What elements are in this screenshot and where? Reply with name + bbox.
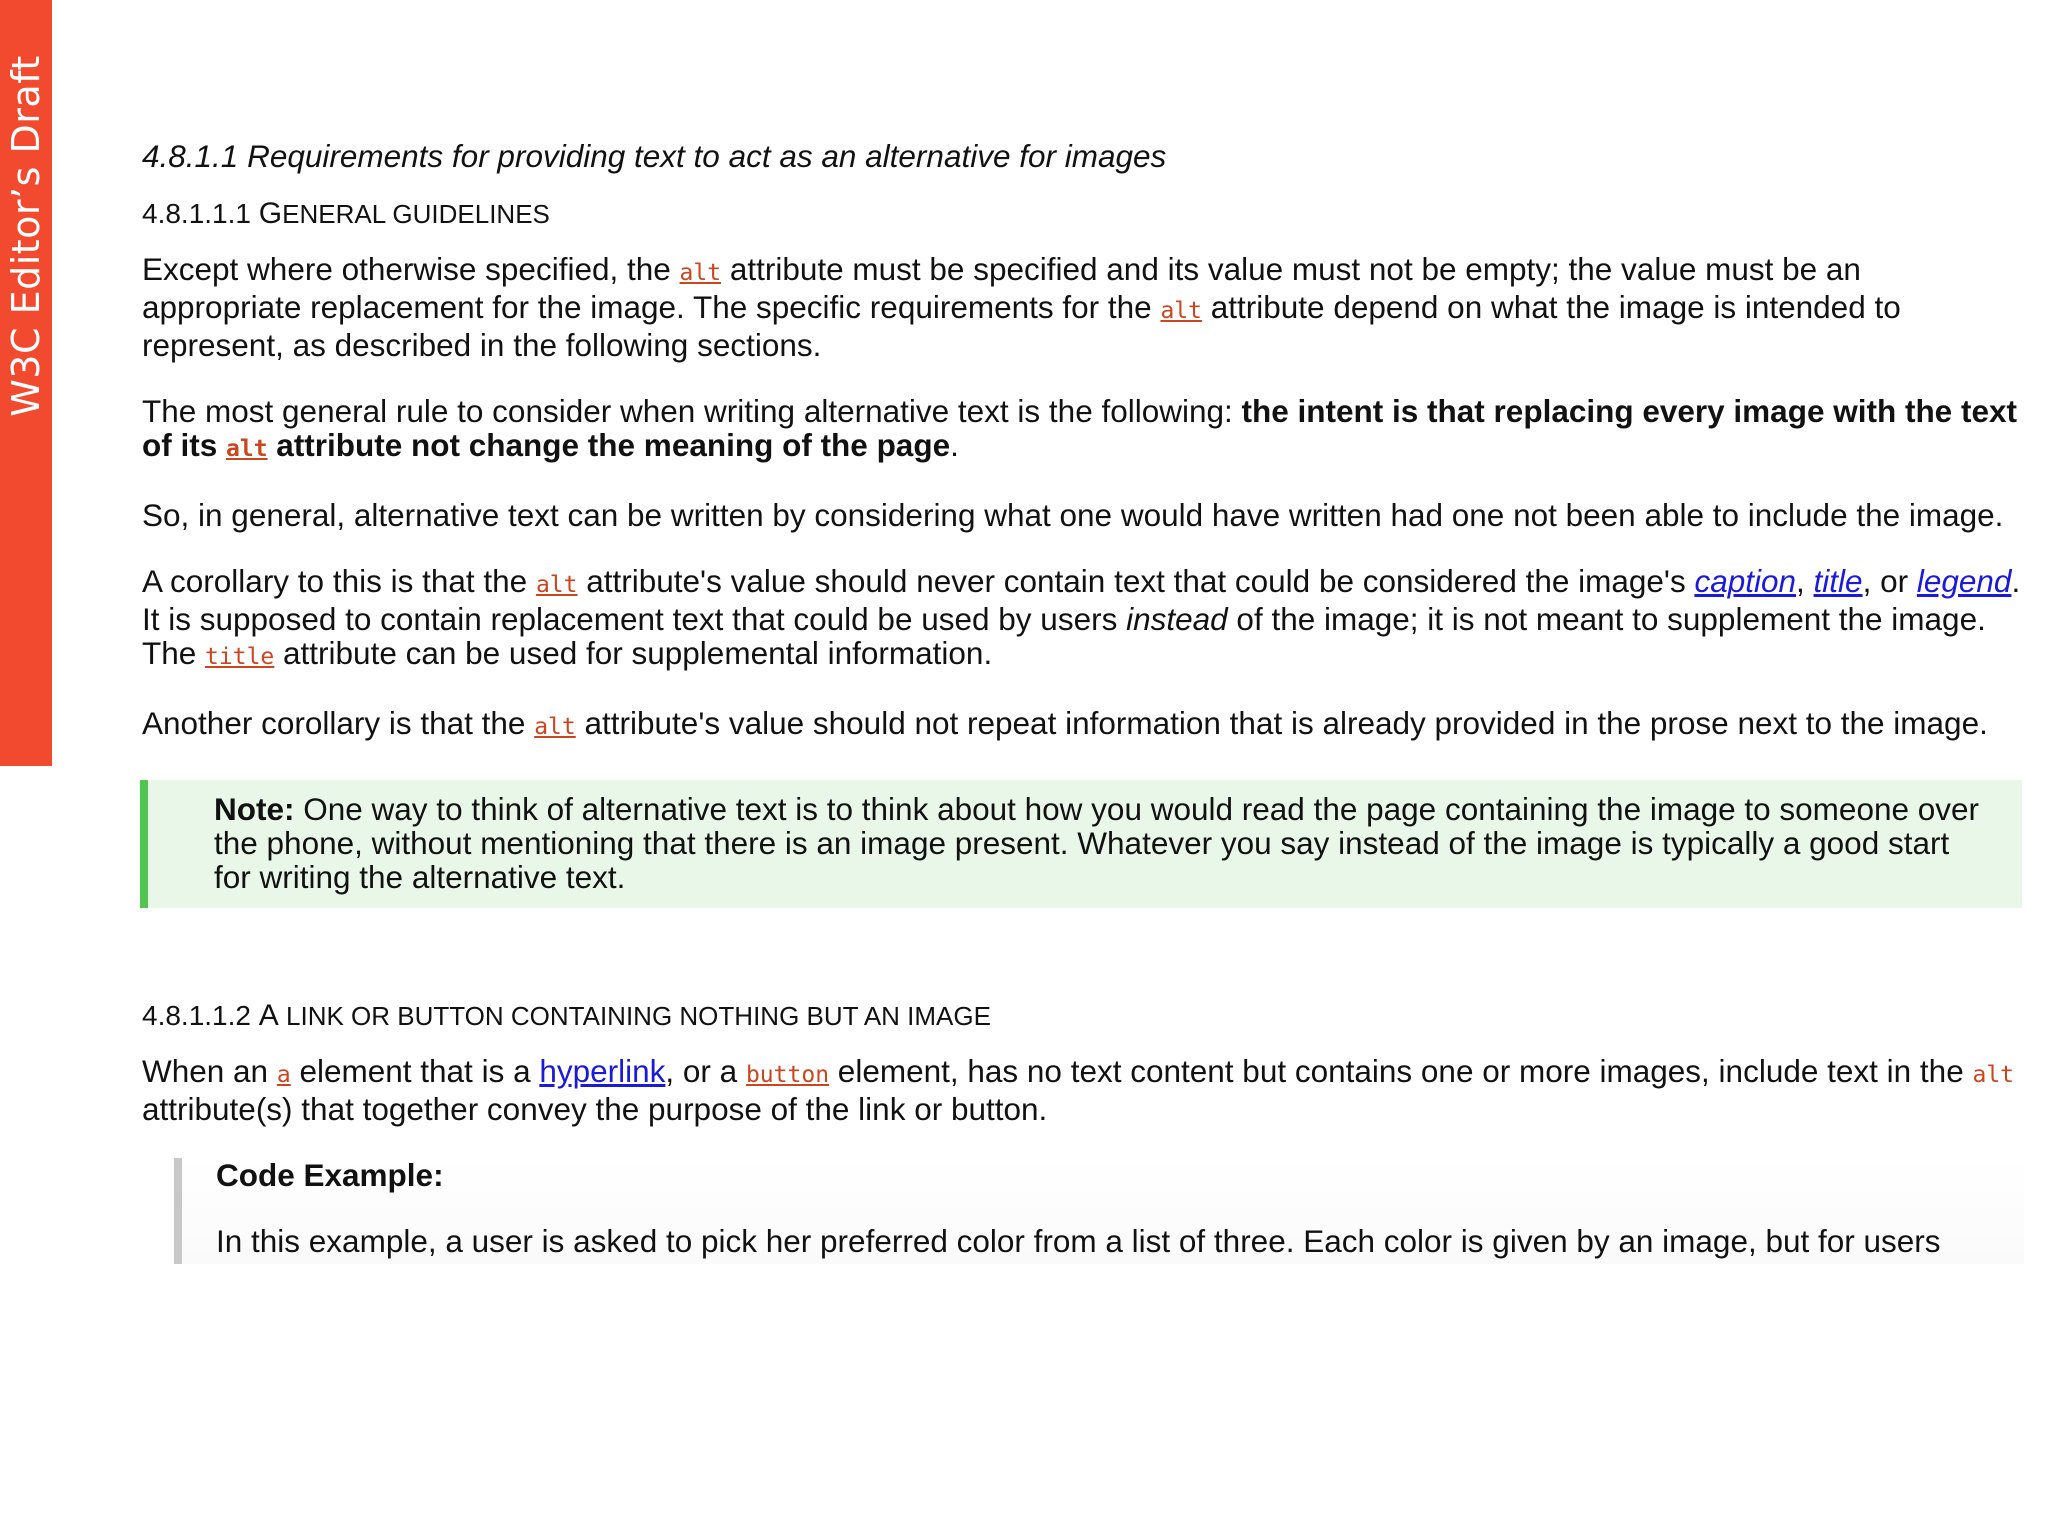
- spec-content: [142, 136, 2022, 1264]
- code-example-title: Code Example:: [216, 1158, 444, 1193]
- text-run: Except where otherwise specified, the: [142, 251, 680, 287]
- alt-attribute-link[interactable]: alt: [679, 260, 722, 286]
- text-run: A corollary to this is that the: [142, 563, 536, 599]
- note-paragraph: [214, 792, 1982, 894]
- text-run: attribute(s) that together convey the purpose of the link or button.: [142, 1091, 1048, 1127]
- heading-rest: ENERAL GUIDELINES: [282, 199, 550, 229]
- a-element-link[interactable]: a: [276, 1062, 291, 1088]
- text-run: When an: [142, 1053, 277, 1089]
- note-label: Note:: [214, 791, 295, 827]
- text-run: attribute's value should not repeat information that is already provided in the prose next to the image.: [575, 705, 1988, 741]
- text-run: attribute's value should never contain text that could be considered the image's: [577, 563, 1695, 599]
- alt-attribute-link[interactable]: alt: [535, 572, 578, 598]
- text-run: attribute must be specified and its value must not be empty; the value must be an appropriate replacement for the image. The specific requirements for the: [142, 251, 1861, 325]
- section-heading-general-guidelines: [142, 194, 2022, 234]
- text-run: of the image; it is not meant to supplement the image. The: [142, 601, 1986, 671]
- text-run: element, has no text content but contains one or more images, include text in the: [829, 1053, 1973, 1089]
- paragraph-in-general: [142, 498, 2022, 532]
- heading-initial: G: [258, 197, 283, 230]
- text-run: attribute depend on what the image is intended to represent, as described in the following sections.: [142, 289, 1901, 363]
- hyperlink-link[interactable]: hyperlink: [539, 1053, 666, 1089]
- text-run: element that is a: [290, 1053, 540, 1089]
- text-run: . It is supposed to contain replacement text that could be used by users: [142, 563, 2021, 637]
- alt-attribute-link[interactable]: alt: [226, 436, 268, 462]
- paragraph-corollary-prose: [142, 706, 2022, 744]
- text-run: the intent is that replacing every image with the text of its: [142, 393, 2017, 463]
- text-run: attribute not change the meaning of the page: [267, 427, 951, 463]
- alt-attribute-code: alt: [1972, 1062, 2015, 1088]
- title-attribute-link[interactable]: title: [205, 644, 275, 670]
- legend-link[interactable]: legend: [1916, 563, 2012, 599]
- emphasis-instead: instead: [1126, 601, 1228, 637]
- note-text: One way to think of alternative text is to think about how you would read the page containing the image to someone over the phone, without mentioning that there is an image present. Whatever you say instead of the image is typically a good start for writing the alternative text.: [214, 791, 1980, 895]
- text-run: attribute can be used for supplemental information.: [274, 635, 993, 671]
- alt-attribute-link[interactable]: alt: [1160, 298, 1202, 324]
- text-run: , or a: [665, 1053, 746, 1089]
- paragraph-general-rule: [142, 394, 2022, 466]
- text-run: Another corollary is that the: [142, 705, 535, 741]
- caption-link[interactable]: caption: [1694, 563, 1797, 599]
- code-example-text: In this example, a user is asked to pick her preferred color from a list of three. Each color is given by an image, but for users: [216, 1223, 1941, 1259]
- editors-draft-label: W3C Editor’s Draft: [4, 55, 48, 417]
- title-link[interactable]: title: [1813, 563, 1863, 599]
- section-heading-link-or-button: [142, 996, 2022, 1036]
- heading-initial: A: [258, 999, 279, 1032]
- paragraph-corollary-caption: [142, 564, 2022, 674]
- text-run: , or: [1862, 563, 1917, 599]
- text-run: ,: [1796, 563, 1814, 599]
- code-example-box: [174, 1158, 2024, 1264]
- alt-attribute-link[interactable]: alt: [534, 714, 576, 740]
- section-number: 4.8.1.1.1: [142, 198, 259, 229]
- section-heading-4-8-1-1: 4.8.1.1 Requirements for providing text to act as an alternative for images: [142, 138, 1167, 174]
- paragraph-link-button: [142, 1054, 2022, 1126]
- text-run: The most general rule to consider when writing alternative text is the following:: [142, 393, 1242, 429]
- section-number: 4.8.1.1.2: [142, 1000, 259, 1031]
- paragraph-alt-required: [142, 252, 2022, 362]
- editors-draft-badge: [0, 0, 52, 766]
- text-run: .: [950, 427, 959, 463]
- heading-rest: LINK OR BUTTON CONTAINING NOTHING BUT AN IMAGE: [278, 1001, 991, 1031]
- note-box: [140, 780, 2022, 908]
- button-element-link[interactable]: button: [745, 1062, 830, 1088]
- text-run: So, in general, alternative text can be written by considering what one would have written had one not been able to include the image.: [142, 497, 2004, 533]
